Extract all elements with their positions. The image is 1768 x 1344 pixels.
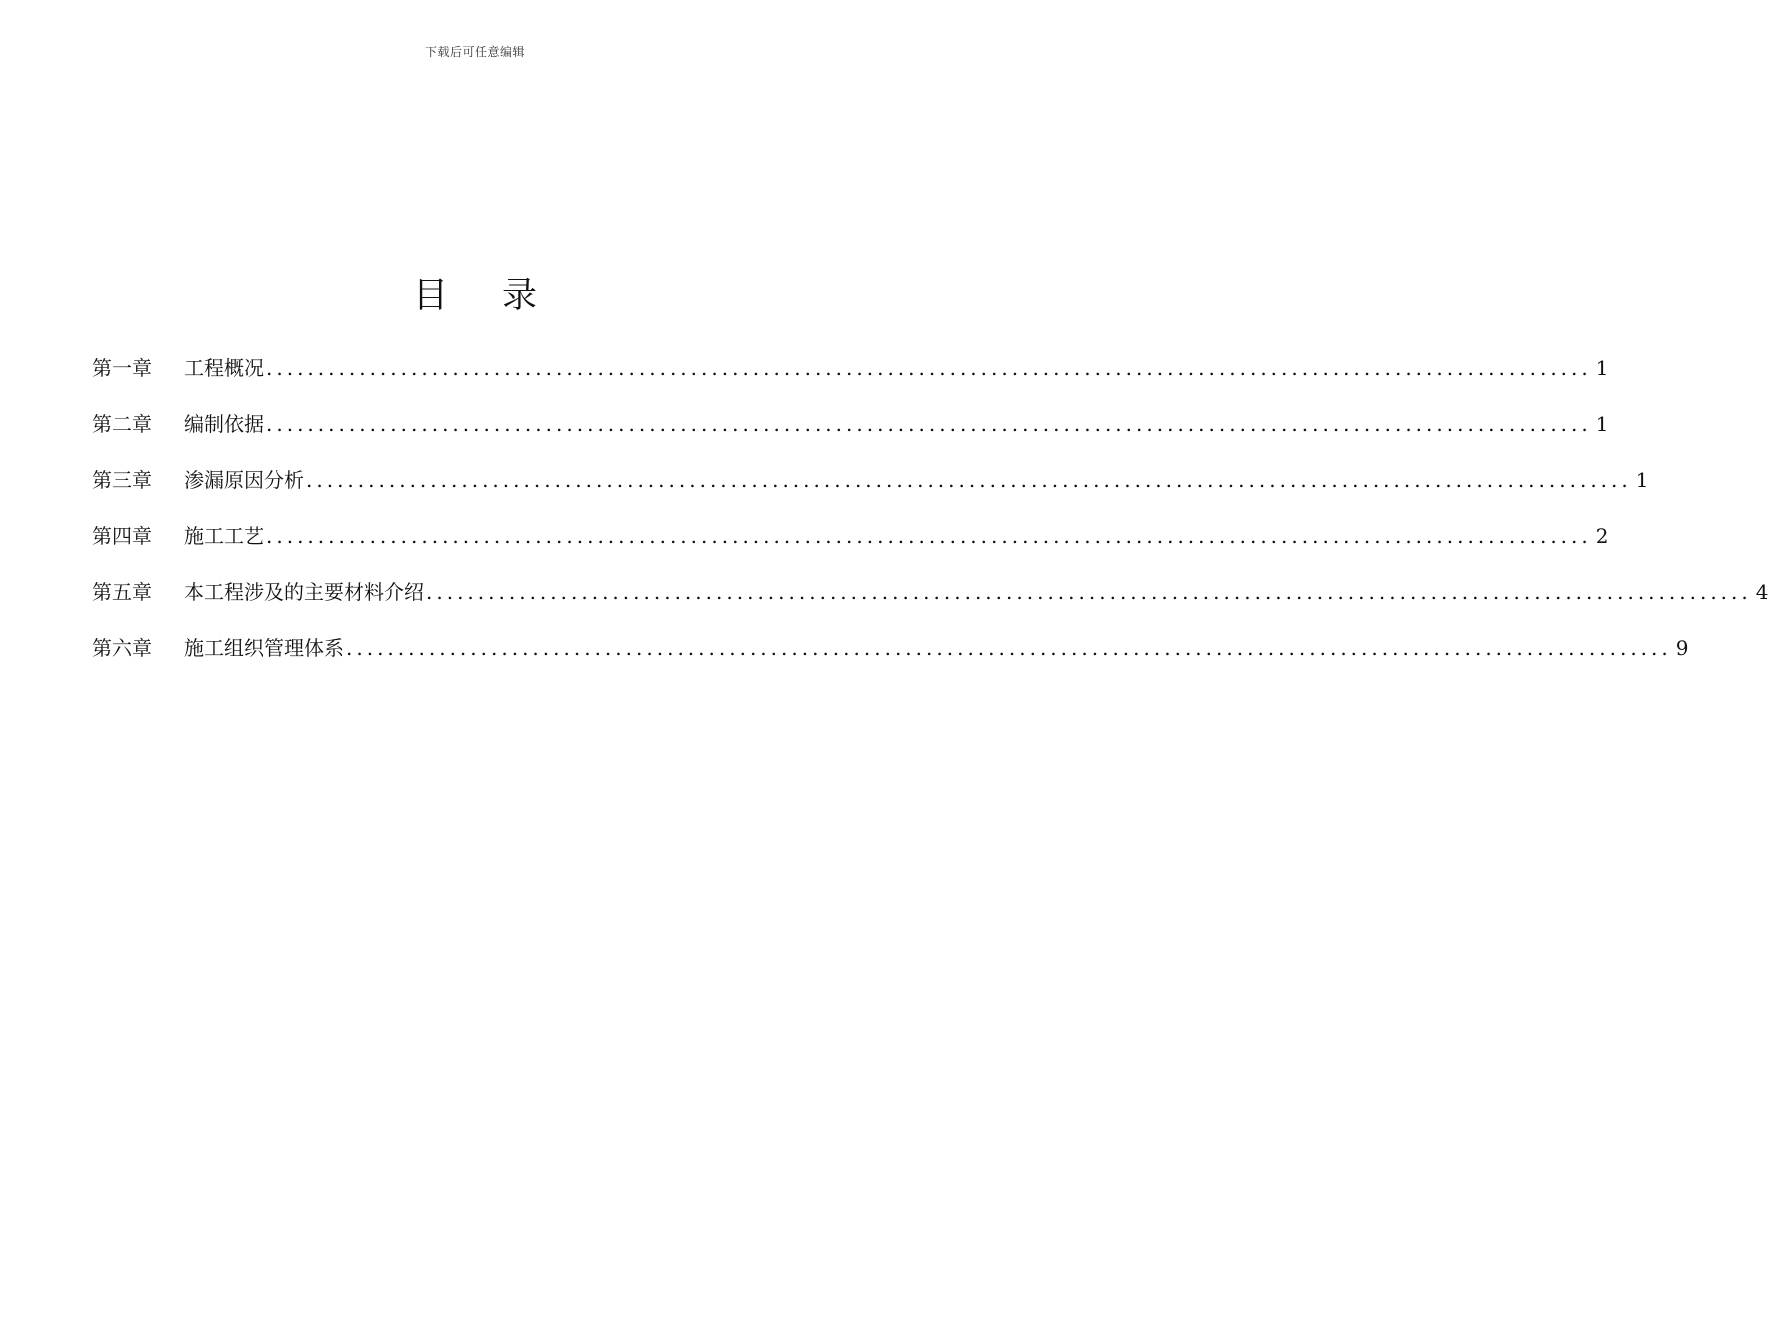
toc-chapter-number: 第四章	[92, 524, 152, 548]
toc-chapter-number: 第五章	[92, 580, 152, 604]
toc-dot-leader: ................................................................................................................................	[266, 524, 1592, 548]
toc-dot-leader: ................................................................................................................................	[346, 636, 1672, 660]
toc-dot-leader: ................................................................................................................................	[426, 580, 1752, 604]
toc-entry-chapter-3[interactable]	[92, 456, 1649, 512]
toc-page-number: 4	[1755, 580, 1768, 604]
toc-heading-char-2: 录	[502, 276, 538, 316]
toc-page-number: 9	[1675, 636, 1689, 660]
toc-page-number: 1	[1635, 468, 1649, 492]
toc-page-number: 1	[1595, 356, 1609, 380]
toc-dot-leader: ................................................................................................................................	[266, 356, 1592, 380]
toc-heading	[0, 268, 950, 318]
toc-entry-chapter-2[interactable]	[92, 400, 1609, 456]
toc-page-number: 2	[1595, 524, 1609, 548]
toc-chapter-title: 编制依据	[184, 412, 264, 436]
toc-chapter-number: 第二章	[92, 412, 152, 436]
toc-dot-leader: ................................................................................................................................	[306, 468, 1632, 492]
toc-heading-char-1: 目	[412, 276, 448, 316]
toc-chapter-title: 施工工艺	[184, 524, 264, 548]
toc-chapter-number: 第一章	[92, 356, 152, 380]
toc-chapter-title: 施工组织管理体系	[184, 636, 344, 660]
toc-chapter-number: 第六章	[92, 636, 152, 660]
toc-chapter-title: 本工程涉及的主要材料介绍	[184, 580, 424, 604]
toc-dot-leader: ................................................................................................................................	[266, 412, 1592, 436]
toc-entry-chapter-5[interactable]	[92, 568, 1768, 624]
toc-chapter-title: 工程概况	[184, 356, 264, 380]
table-of-contents	[92, 344, 1768, 680]
toc-entry-chapter-1[interactable]	[92, 344, 1609, 400]
toc-entry-chapter-6[interactable]	[92, 624, 1689, 680]
toc-chapter-title: 渗漏原因分析	[184, 468, 304, 492]
toc-heading-spacer	[448, 268, 502, 318]
toc-page-number: 1	[1595, 412, 1609, 436]
toc-chapter-number: 第三章	[92, 468, 152, 492]
toc-entry-chapter-4[interactable]	[92, 512, 1609, 568]
page-header: 下载后可任意编辑	[424, 45, 525, 59]
